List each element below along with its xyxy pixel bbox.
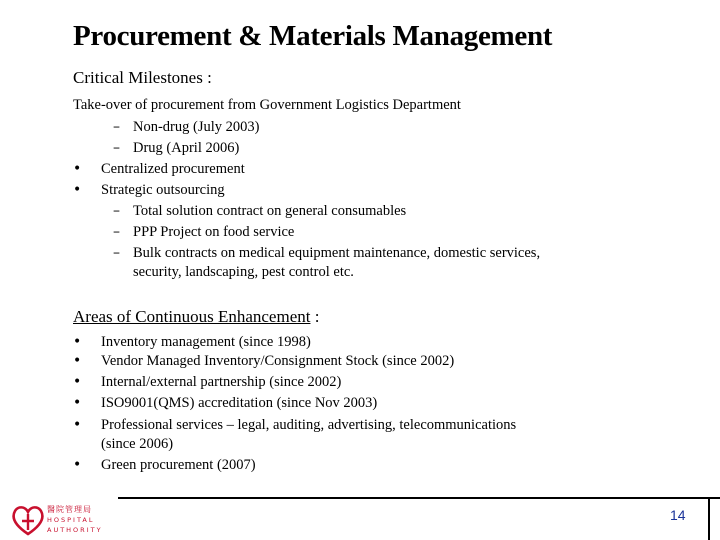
outsourcing-subitem: PPP Project on food service — [133, 224, 295, 240]
bullet-icon: • — [73, 334, 82, 350]
milestone-bullet: Strategic outsourcing — [101, 182, 225, 198]
bullet-icon: • — [73, 395, 82, 411]
outsourcing-subitem-cont: security, landscaping, pest control etc. — [133, 264, 354, 280]
enhancement-heading-colon: : — [310, 307, 320, 326]
bullet-icon: • — [73, 457, 82, 473]
logo-english-line1: HOSPITAL — [47, 516, 95, 524]
bullet-icon: • — [73, 161, 82, 177]
intro-subitem: Drug (April 2006) — [133, 140, 240, 156]
enhancement-item: Inventory management (since 1998) — [101, 334, 311, 350]
bullet-icon: • — [73, 417, 82, 433]
milestone-bullet: Centralized procurement — [101, 161, 245, 177]
enhancement-item-cont: (since 2006) — [101, 436, 174, 452]
page-number: 14 — [670, 507, 686, 523]
bullet-icon: • — [73, 182, 82, 198]
intro-subitem: Non-drug (July 2003) — [133, 119, 260, 135]
page-title: Procurement & Materials Management — [73, 20, 553, 52]
logo-english-line2: AUTHORITY — [47, 526, 103, 534]
dash-icon: – — [113, 203, 120, 219]
enhancement-item: ISO9001(QMS) accreditation (since Nov 2003) — [101, 395, 378, 411]
milestones-intro: Take-over of procurement from Government Logistics Department — [73, 97, 461, 113]
enhancement-item: Professional services – legal, auditing, advertising, telecommunications — [101, 417, 517, 433]
outsourcing-subitem: Bulk contracts on medical equipment maintenance, domestic services, — [133, 245, 541, 261]
enhancement-item: Internal/external partnership (since 2002) — [101, 374, 342, 390]
footer-divider-vertical — [708, 497, 710, 540]
outsourcing-subitem: Total solution contract on general consumables — [133, 203, 407, 219]
dash-icon: – — [113, 119, 120, 135]
dash-icon: – — [113, 245, 120, 261]
enhancement-heading — [73, 307, 319, 327]
enhancement-heading-text: Areas of Continuous Enhancement — [73, 307, 311, 326]
bullet-icon: • — [73, 374, 82, 390]
footer-divider — [118, 497, 720, 499]
dash-icon: – — [113, 224, 120, 240]
milestones-heading: Critical Milestones : — [73, 68, 212, 87]
bullet-icon: • — [73, 353, 82, 369]
enhancement-item: Vendor Managed Inventory/Consignment Stock (since 2002) — [101, 353, 455, 369]
enhancement-item: Green procurement (2007) — [101, 457, 256, 473]
dash-icon: – — [113, 140, 120, 156]
logo-chinese-name: 醫院管理局 — [47, 505, 92, 514]
